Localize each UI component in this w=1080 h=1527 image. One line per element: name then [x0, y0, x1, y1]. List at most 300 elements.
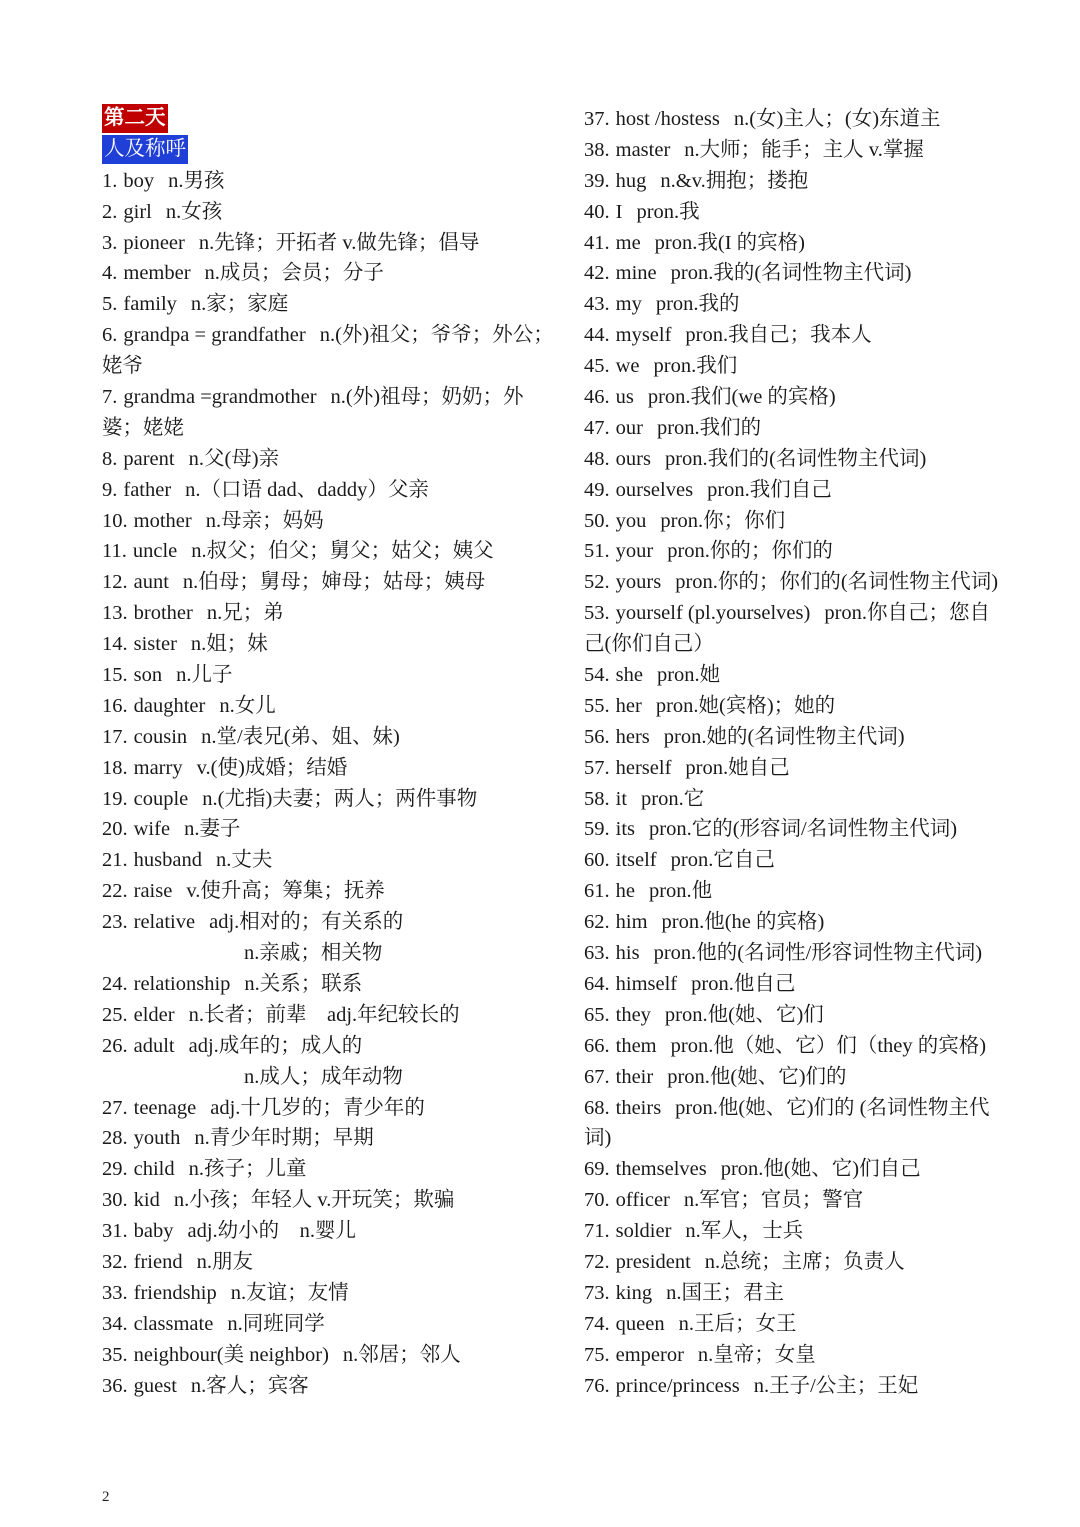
entry-word: master [615, 138, 671, 161]
entry-number: 42. [584, 262, 610, 285]
entry-number: 65. [584, 1003, 610, 1026]
entry-definition: pron.它自己 [670, 849, 775, 872]
vocab-line [584, 1000, 1034, 1031]
entry-number: 18. [102, 756, 128, 779]
vocab-entry [102, 1278, 552, 1309]
entry-word: pioneer [123, 231, 185, 254]
vocab-entry [584, 660, 1034, 691]
entry-word: you [615, 509, 647, 532]
vocab-line [584, 567, 1034, 598]
vocab-line [102, 784, 552, 815]
vocab-entry [584, 1062, 1034, 1093]
entry-word: theirs [615, 1096, 662, 1119]
vocab-line [584, 1340, 1034, 1371]
vocab-entry [584, 228, 1034, 259]
left-column [102, 104, 552, 1401]
entry-number: 32. [102, 1250, 128, 1273]
vocab-line [102, 1000, 552, 1031]
vocab-line [584, 413, 1034, 444]
vocab-line [102, 506, 552, 537]
vocab-entry [102, 753, 552, 784]
vocab-line [102, 567, 552, 598]
entry-definition: n.国王；君主 [666, 1281, 784, 1304]
entry-number: 48. [584, 447, 610, 470]
entry-number: 34. [102, 1312, 128, 1335]
entry-number: 58. [584, 787, 610, 810]
entry-word: his [615, 942, 640, 965]
vocab-line [584, 135, 1034, 166]
vocab-line [102, 969, 552, 1000]
entry-definition: n.父(母)亲 [188, 447, 280, 470]
vocab-entry [102, 444, 552, 475]
day-heading-line [102, 104, 552, 135]
entry-definition: n.丈夫 [215, 849, 273, 872]
entry-definition: pron.你的；你们的 [667, 540, 833, 563]
entry-word: we [615, 355, 640, 378]
entry-definition: pron.我的(名词性物主代词) [670, 262, 912, 285]
vocab-entry [584, 845, 1034, 876]
entry-word: itself [615, 849, 657, 872]
entry-word: marry [133, 756, 183, 779]
entry-definition: n.孩子；儿童 [188, 1158, 307, 1181]
vocab-line [584, 969, 1034, 1000]
entry-definition: adj.成年的；成人的 [188, 1034, 363, 1057]
entry-word: husband [133, 849, 202, 872]
entry-number: 40. [584, 200, 610, 223]
entry-number: 16. [102, 694, 128, 717]
entry-definition: n.客人；宾客 [190, 1374, 309, 1397]
vocab-entry [102, 629, 552, 660]
vocab-entry [102, 969, 552, 1000]
entry-word: grandma =grandmother [123, 386, 317, 409]
entry-definition: pron.他(她、它)们的 [667, 1065, 847, 1088]
entry-number: 67. [584, 1065, 610, 1088]
vocab-line [102, 1371, 552, 1402]
entry-word: father [123, 478, 172, 501]
entry-number: 69. [584, 1158, 610, 1181]
vocab-line [102, 1278, 552, 1309]
entry-definition: n.女儿 [219, 694, 276, 717]
entry-word: baby [133, 1220, 174, 1243]
entry-definition: n.成员；会员；分子 [204, 262, 384, 285]
right-entry-list [584, 104, 1034, 1401]
entry-definition: n.长者；前辈 adj.年纪较长的 [188, 1003, 460, 1026]
entry-word: wife [133, 818, 171, 841]
entry-word: herself [615, 756, 672, 779]
entry-definition: n.伯母；舅母；婶母；姑母；姨母 [182, 571, 486, 594]
entry-word: prince/princess [615, 1374, 740, 1397]
entry-number: 43. [584, 293, 610, 316]
entry-definition: n.军人，士兵 [685, 1220, 804, 1243]
vocab-entry [102, 691, 552, 722]
entry-definition: pron.她 [656, 664, 721, 687]
vocab-entry [102, 876, 552, 907]
entry-word: daughter [133, 694, 206, 717]
entry-definition: n.(女)主人；(女)东道主 [733, 108, 941, 130]
entry-definition: n.家；家庭 [190, 293, 289, 316]
entry-word: grandpa = grandfather [123, 324, 306, 347]
entry-definition: pron.他(he 的宾格) [661, 911, 825, 934]
vocab-entry [584, 197, 1034, 228]
entry-definition: n.关系；联系 [244, 972, 363, 995]
vocab-entry [102, 784, 552, 815]
entry-number: 45. [584, 355, 610, 378]
entry-word: ours [615, 447, 651, 470]
vocab-line [584, 1185, 1034, 1216]
entry-number: 72. [584, 1250, 610, 1273]
vocab-line [102, 166, 552, 197]
vocab-line [584, 845, 1034, 876]
entry-number: 71. [584, 1220, 610, 1243]
vocab-entry [584, 1371, 1034, 1402]
entry-number: 15. [102, 664, 128, 687]
entry-definition: n.总统；主席；负责人 [704, 1250, 905, 1273]
vocab-line [102, 598, 552, 629]
entry-definition: n.妻子 [184, 818, 241, 841]
entry-word: neighbour(美 neighbor) [133, 1343, 329, 1366]
vocab-entry [102, 228, 552, 259]
vocab-entry [102, 660, 552, 691]
entry-definition: pron.他(她、它)们 [664, 1003, 824, 1026]
entry-number: 38. [584, 138, 610, 161]
entry-number: 61. [584, 880, 610, 903]
vocab-entry [584, 1309, 1034, 1340]
entry-number: 10. [102, 509, 128, 532]
vocab-line [584, 228, 1034, 259]
entry-number: 20. [102, 818, 128, 841]
vocab-line [584, 598, 1034, 629]
entry-word: aunt [133, 571, 169, 594]
entry-definition: n.小孩；年轻人 v.开玩笑；欺骗 [173, 1189, 455, 1212]
entry-definition: pron.他 [648, 880, 713, 903]
entry-number: 49. [584, 478, 610, 501]
entry-definition-continued: 词) [584, 1127, 612, 1150]
vocab-entry [102, 1123, 552, 1154]
entry-definition: pron.我 [636, 200, 700, 223]
entry-definition: v.(使)成婚；结婚 [196, 756, 348, 779]
vocab-entry [102, 1247, 552, 1278]
entry-word: member [123, 262, 191, 285]
vocab-entry [584, 722, 1034, 753]
vocab-entry [102, 197, 552, 228]
vocab-line [584, 320, 1034, 351]
entry-word: your [615, 540, 654, 563]
vocab-line [584, 1278, 1034, 1309]
entry-number: 52. [584, 571, 610, 594]
entry-number: 4. [102, 262, 118, 285]
vocab-line [584, 814, 1034, 845]
entry-word: himself [615, 972, 678, 995]
vocab-entry [584, 784, 1034, 815]
vocab-line [102, 753, 552, 784]
entry-word: brother [133, 602, 193, 625]
vocab-entry [584, 1154, 1034, 1185]
entry-word: kid [133, 1189, 160, 1212]
entry-word: officer [615, 1189, 670, 1212]
vocab-entry [102, 907, 552, 969]
entry-word: me [615, 231, 641, 254]
vocab-line [584, 1371, 1034, 1402]
entry-word: host /hostess [615, 108, 720, 130]
entry-number: 31. [102, 1220, 128, 1243]
vocab-line [584, 1216, 1034, 1247]
entry-definition: n.邻居；邻人 [342, 1343, 461, 1366]
entry-definition: pron.他（她、它）们（they 的宾格) [670, 1034, 987, 1057]
entry-definition: pron.它 [641, 787, 705, 810]
entry-number: 66. [584, 1034, 610, 1057]
entry-number: 14. [102, 633, 128, 656]
vocab-entry [102, 1309, 552, 1340]
entry-word: boy [123, 169, 155, 192]
entry-word: mother [133, 509, 192, 532]
vocab-line [102, 691, 552, 722]
entry-number: 3. [102, 231, 118, 254]
vocab-entry [102, 1093, 552, 1124]
vocab-line [584, 351, 1034, 382]
entry-number: 7. [102, 386, 118, 409]
vocab-line [584, 289, 1034, 320]
vocab-line [102, 845, 552, 876]
entry-definition: pron.他的(名词性/形容词性物主代词) [653, 942, 983, 965]
entry-word: themselves [615, 1158, 707, 1181]
vocab-entry [584, 475, 1034, 506]
entry-number: 21. [102, 849, 128, 872]
vocab-line [102, 722, 552, 753]
vocab-entry [584, 135, 1034, 166]
entry-definition: n.兄；弟 [206, 602, 284, 625]
entry-definition: pron.我(I 的宾格) [654, 231, 805, 254]
vocab-entry [584, 104, 1034, 135]
vocab-entry [584, 1247, 1034, 1278]
entry-word: mine [615, 262, 657, 285]
entry-definition: pron.我们 [653, 355, 738, 378]
vocab-line [584, 1093, 1034, 1124]
entry-definition: n.朋友 [196, 1250, 253, 1273]
vocab-line [102, 629, 552, 660]
entry-word: hug [615, 169, 647, 192]
vocab-line [102, 876, 552, 907]
entry-number: 30. [102, 1189, 128, 1212]
vocab-line [584, 876, 1034, 907]
entry-number: 8. [102, 447, 118, 470]
entry-number: 1. [102, 169, 118, 192]
entry-definition: adj.十几岁的；青少年的 [210, 1096, 425, 1119]
entry-definition: n.&v.拥抱；搂抱 [660, 169, 809, 192]
vocab-line [584, 722, 1034, 753]
entry-word: they [615, 1003, 651, 1026]
entry-number: 73. [584, 1281, 610, 1304]
entry-word: president [615, 1250, 691, 1273]
vocab-line [102, 814, 552, 845]
entry-definition: n.(外)祖母；奶奶；外 [330, 386, 524, 409]
vocab-entry [102, 1371, 552, 1402]
entry-definition: n.堂/表兄(弟、姐、妹) [201, 725, 400, 748]
vocab-line [102, 1309, 552, 1340]
vocab-entry [102, 598, 552, 629]
entry-word: relationship [133, 972, 231, 995]
vocab-line [102, 1216, 552, 1247]
vocab-line [584, 938, 1034, 969]
vocab-entry [102, 567, 552, 598]
vocab-entry [584, 1000, 1034, 1031]
entry-word: child [133, 1158, 175, 1181]
entry-word: her [615, 694, 642, 717]
entry-definition: n.军官；官员；警官 [683, 1189, 864, 1212]
entry-number: 24. [102, 972, 128, 995]
entry-definition: adj.相对的；有关系的 [209, 911, 404, 934]
entry-word: them [615, 1034, 657, 1057]
entry-number: 36. [102, 1374, 128, 1397]
entry-definition: pron.我自己；我本人 [685, 324, 872, 347]
entry-word: he [615, 880, 635, 903]
vocab-entry [584, 351, 1034, 382]
entry-word: uncle [132, 540, 178, 563]
entry-definition: n.男孩 [168, 169, 225, 192]
entry-word: their [615, 1065, 654, 1088]
left-entry-list [102, 166, 552, 1402]
entry-word: girl [123, 200, 152, 223]
entry-definition: n.姐；妹 [190, 633, 268, 656]
vocab-entry [102, 475, 552, 506]
entry-number: 70. [584, 1189, 610, 1212]
vocab-line [102, 475, 552, 506]
vocab-entry [584, 567, 1034, 598]
entry-number: 33. [102, 1281, 128, 1304]
entry-number: 55. [584, 694, 610, 717]
entry-word: us [615, 386, 634, 409]
vocab-line [584, 660, 1034, 691]
entry-definition: pron.你自己；您自 [824, 602, 991, 625]
entry-word: teenage [133, 1096, 197, 1119]
entry-definition: pron.我们的 [656, 416, 762, 439]
entry-word: my [615, 293, 642, 316]
entry-number: 28. [102, 1127, 128, 1150]
entry-definition: n.青少年时期；早期 [194, 1127, 374, 1150]
entry-number: 56. [584, 725, 610, 748]
entry-definition-continued: n.亲戚；相关物 [244, 942, 383, 965]
vocab-entry [102, 289, 552, 320]
vocab-line [584, 784, 1034, 815]
entry-definition: n.母亲；妈妈 [205, 509, 324, 532]
entry-word: family [123, 293, 177, 316]
entry-definition: pron.我们自己 [707, 478, 832, 501]
entry-definition: pron.我们的(名词性物主代词) [664, 447, 927, 470]
vocab-line [584, 166, 1034, 197]
vocab-line [102, 660, 552, 691]
vocab-line [584, 475, 1034, 506]
entry-word: youth [133, 1127, 181, 1150]
vocab-line [584, 1247, 1034, 1278]
entry-number: 23. [102, 911, 128, 934]
vocab-line [102, 1247, 552, 1278]
entry-definition: pron.它的(形容词/名词性物主代词) [649, 818, 958, 841]
vocab-entry [584, 969, 1034, 1000]
vocab-entry [584, 938, 1034, 969]
vocab-entry [102, 320, 552, 382]
vocab-line [584, 1309, 1034, 1340]
entry-number: 11. [102, 540, 127, 563]
entry-number: 68. [584, 1096, 610, 1119]
vocab-line [102, 1093, 552, 1124]
vocab-line [584, 907, 1034, 938]
vocab-entry [584, 166, 1034, 197]
vocab-entry [584, 258, 1034, 289]
entry-word: son [133, 664, 163, 687]
page-number: 2 [102, 1489, 110, 1505]
vocab-entry [584, 382, 1034, 413]
entry-word: adult [133, 1034, 175, 1057]
vocab-line [102, 382, 552, 413]
vocab-line [102, 289, 552, 320]
entry-definition: pron.她(宾格)；她的 [655, 694, 836, 717]
entry-number: 76. [584, 1374, 610, 1397]
entry-definition: pron.她自己 [685, 756, 790, 779]
entry-number: 5. [102, 293, 118, 316]
entry-definition: pron.她的(名词性物主代词) [663, 725, 905, 748]
entry-word: she [615, 664, 643, 687]
vocab-entry [102, 258, 552, 289]
entry-definition-continued: 己(你们自己） [584, 633, 714, 656]
vocab-entry [584, 506, 1034, 537]
vocab-line [584, 691, 1034, 722]
entry-number: 54. [584, 664, 610, 687]
vocab-entry [102, 382, 552, 444]
entry-word: I [615, 200, 623, 223]
entry-number: 19. [102, 787, 128, 810]
entry-number: 57. [584, 756, 610, 779]
entry-definition: pron.他自己 [691, 972, 796, 995]
entry-number: 46. [584, 386, 610, 409]
vocab-entry [584, 536, 1034, 567]
entry-word: sister [133, 633, 177, 656]
entry-number: 22. [102, 880, 128, 903]
entry-definition: pron.我的 [655, 293, 740, 316]
vocab-line [102, 197, 552, 228]
vocab-entry [102, 536, 552, 567]
entry-number: 47. [584, 416, 610, 439]
entry-word: yourself (pl.yourselves) [615, 602, 811, 625]
vocab-entry [102, 1216, 552, 1247]
vocab-entry [102, 1340, 552, 1371]
entry-number: 12. [102, 571, 128, 594]
vocab-entry [102, 722, 552, 753]
vocab-entry [584, 876, 1034, 907]
entry-definition: n.叔父；伯父；舅父；姑父；姨父 [191, 540, 494, 563]
vocab-entry [584, 1278, 1034, 1309]
entry-number: 35. [102, 1343, 128, 1366]
entry-word: parent [123, 447, 175, 470]
vocab-line [584, 1154, 1034, 1185]
entry-definition: n.（口语 dad、daddy）父亲 [185, 478, 429, 501]
entry-word: elder [133, 1003, 175, 1026]
vocab-entry [584, 1185, 1034, 1216]
vocab-entry [584, 691, 1034, 722]
entry-number: 39. [584, 169, 610, 192]
vocab-line [584, 1031, 1034, 1062]
entry-number: 50. [584, 509, 610, 532]
vocab-entry [584, 814, 1034, 845]
vocab-line [102, 320, 552, 351]
entry-number: 17. [102, 725, 128, 748]
vocab-entry [102, 814, 552, 845]
entry-definition: n.王后；女王 [678, 1312, 797, 1335]
entry-number: 9. [102, 478, 118, 501]
vocab-entry [102, 166, 552, 197]
entry-word: yours [615, 571, 662, 594]
vocab-line [102, 444, 552, 475]
vocab-line [102, 1031, 552, 1062]
entry-number: 75. [584, 1343, 610, 1366]
